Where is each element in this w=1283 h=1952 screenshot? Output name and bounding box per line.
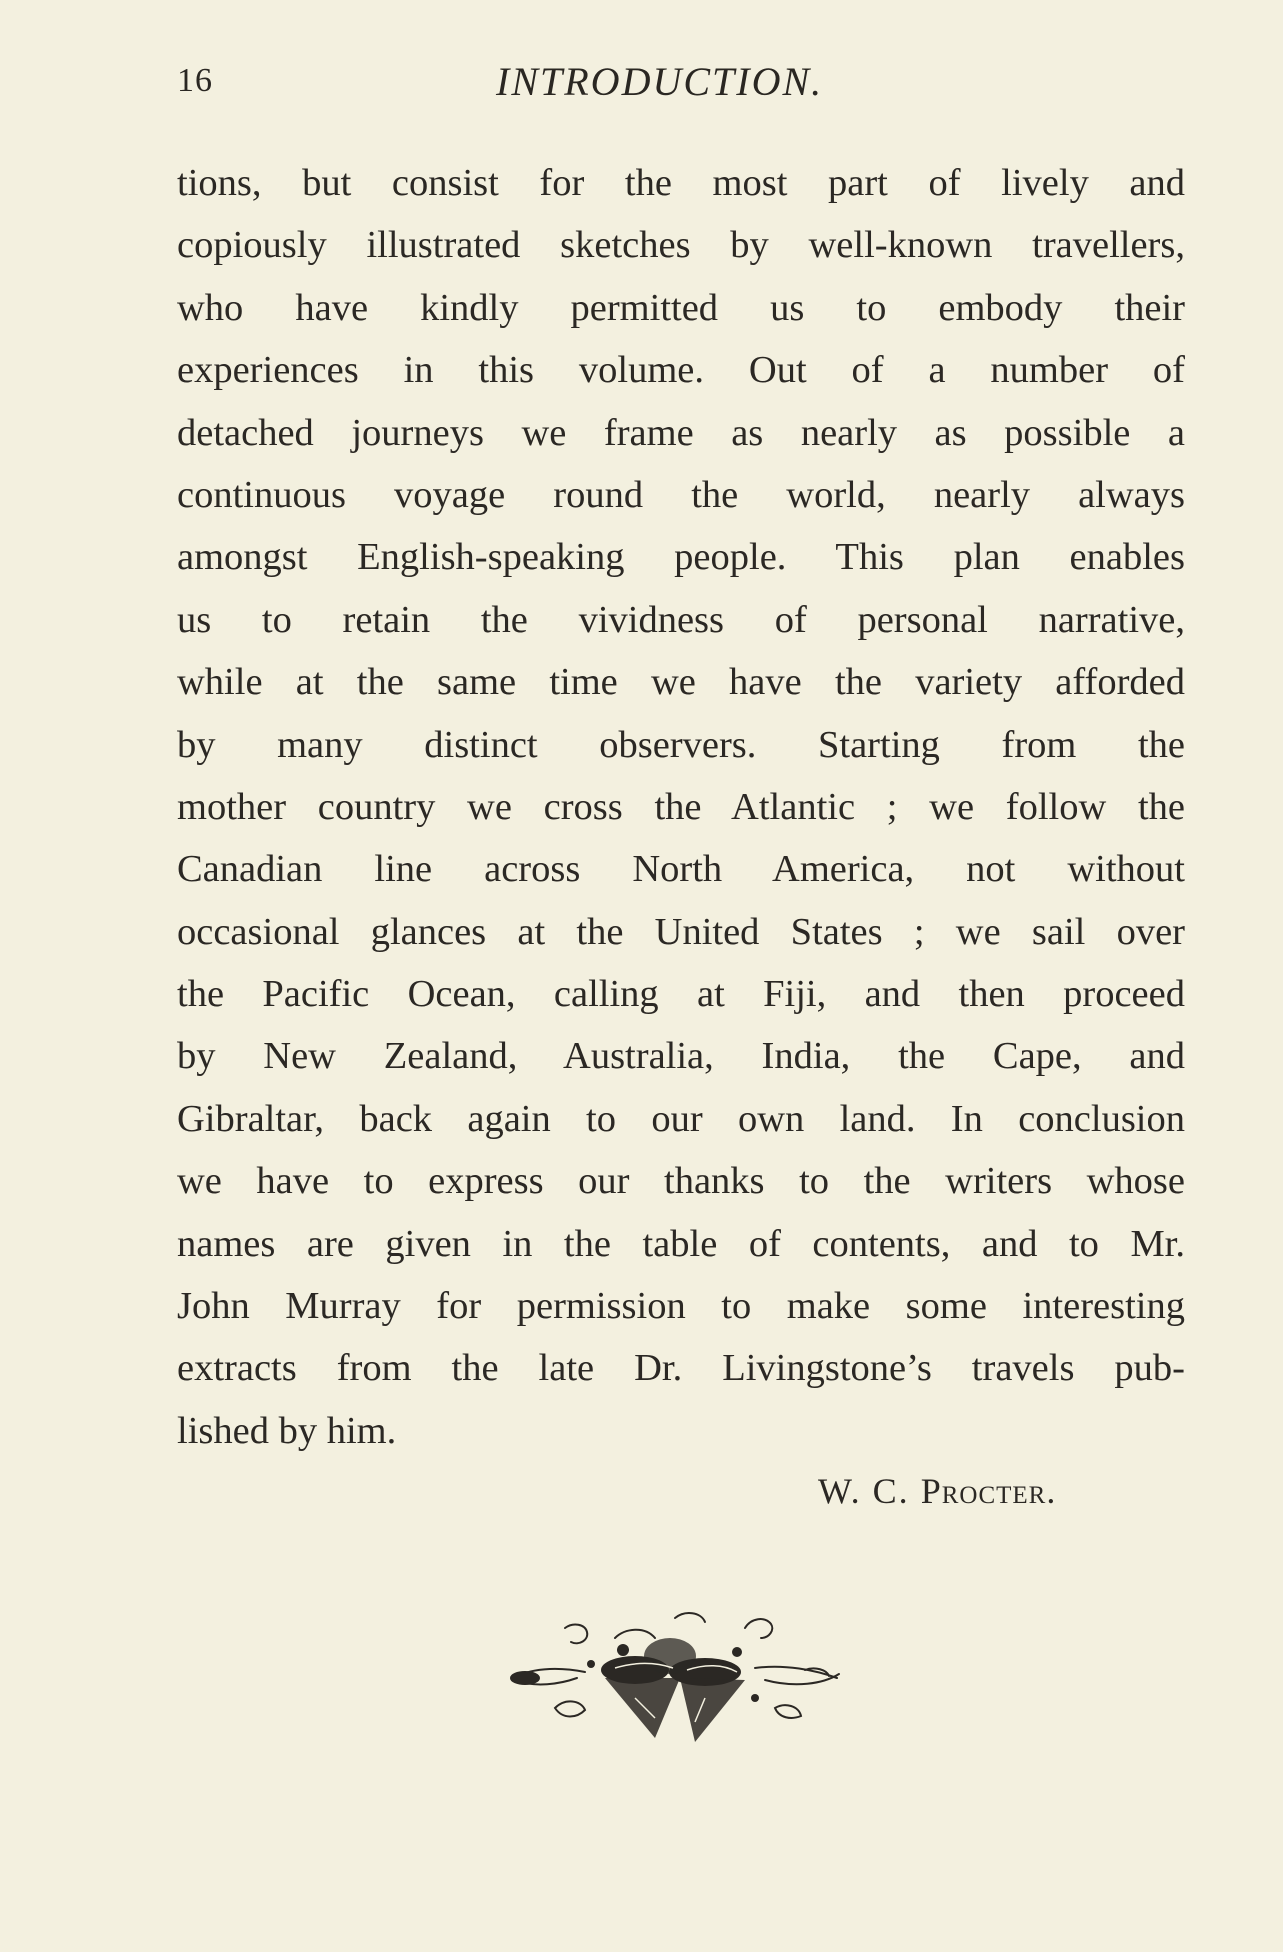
signature-initials: W. C. [818, 1471, 910, 1511]
text-line: continuous voyage round the world, nearly always [177, 473, 1185, 516]
text-line: extracts from the late Dr. Livingstone’s travels pub- [177, 1347, 1185, 1390]
page-number: 16 [177, 62, 213, 99]
text-line: copiously illustrated sketches by well-known travellers, [177, 224, 1185, 267]
text-line: detached journeys we frame as nearly as possible a [177, 411, 1185, 454]
text-line: experiences in this volume. Out of a number of [177, 349, 1185, 392]
text-line: while at the same time we have the variety afforded [177, 661, 1185, 704]
text-line: by many distinct observers. Starting from the [177, 723, 1185, 766]
text-line: occasional glances at the United States ; we sail over [177, 910, 1185, 953]
text-line: mother country we cross the Atlantic ; we follow the [177, 785, 1185, 828]
floral-tailpiece-icon [505, 1608, 845, 1748]
text-line: John Murray for permission to make some interesting [177, 1285, 1185, 1328]
text-line: lished by him. [177, 1409, 397, 1452]
text-line: we have to express our thanks to the writers whose [177, 1160, 1185, 1203]
signature-surname: Procter. [920, 1471, 1057, 1511]
signature [818, 1470, 1056, 1512]
text-line: who have kindly permitted us to embody their [177, 286, 1185, 329]
running-head [0, 58, 1283, 108]
text-line: the Pacific Ocean, calling at Fiji, and then proceed [177, 973, 1185, 1016]
text-line: Canadian line across North America, not without [177, 848, 1185, 891]
running-title: INTRODUCTION. [496, 59, 824, 104]
text-line: Gibraltar, back again to our own land. In conclusion [177, 1097, 1185, 1140]
text-line: tions, but consist for the most part of lively and [177, 162, 1185, 204]
text-line: names are given in the table of contents, and to Mr. [177, 1222, 1185, 1265]
body-paragraph [177, 152, 1185, 1462]
text-line: by New Zealand, Australia, India, the Cape, and [177, 1035, 1185, 1078]
text-line: amongst English-speaking people. This plan enables [177, 536, 1185, 579]
text-line: us to retain the vividness of personal narrative, [177, 598, 1185, 641]
